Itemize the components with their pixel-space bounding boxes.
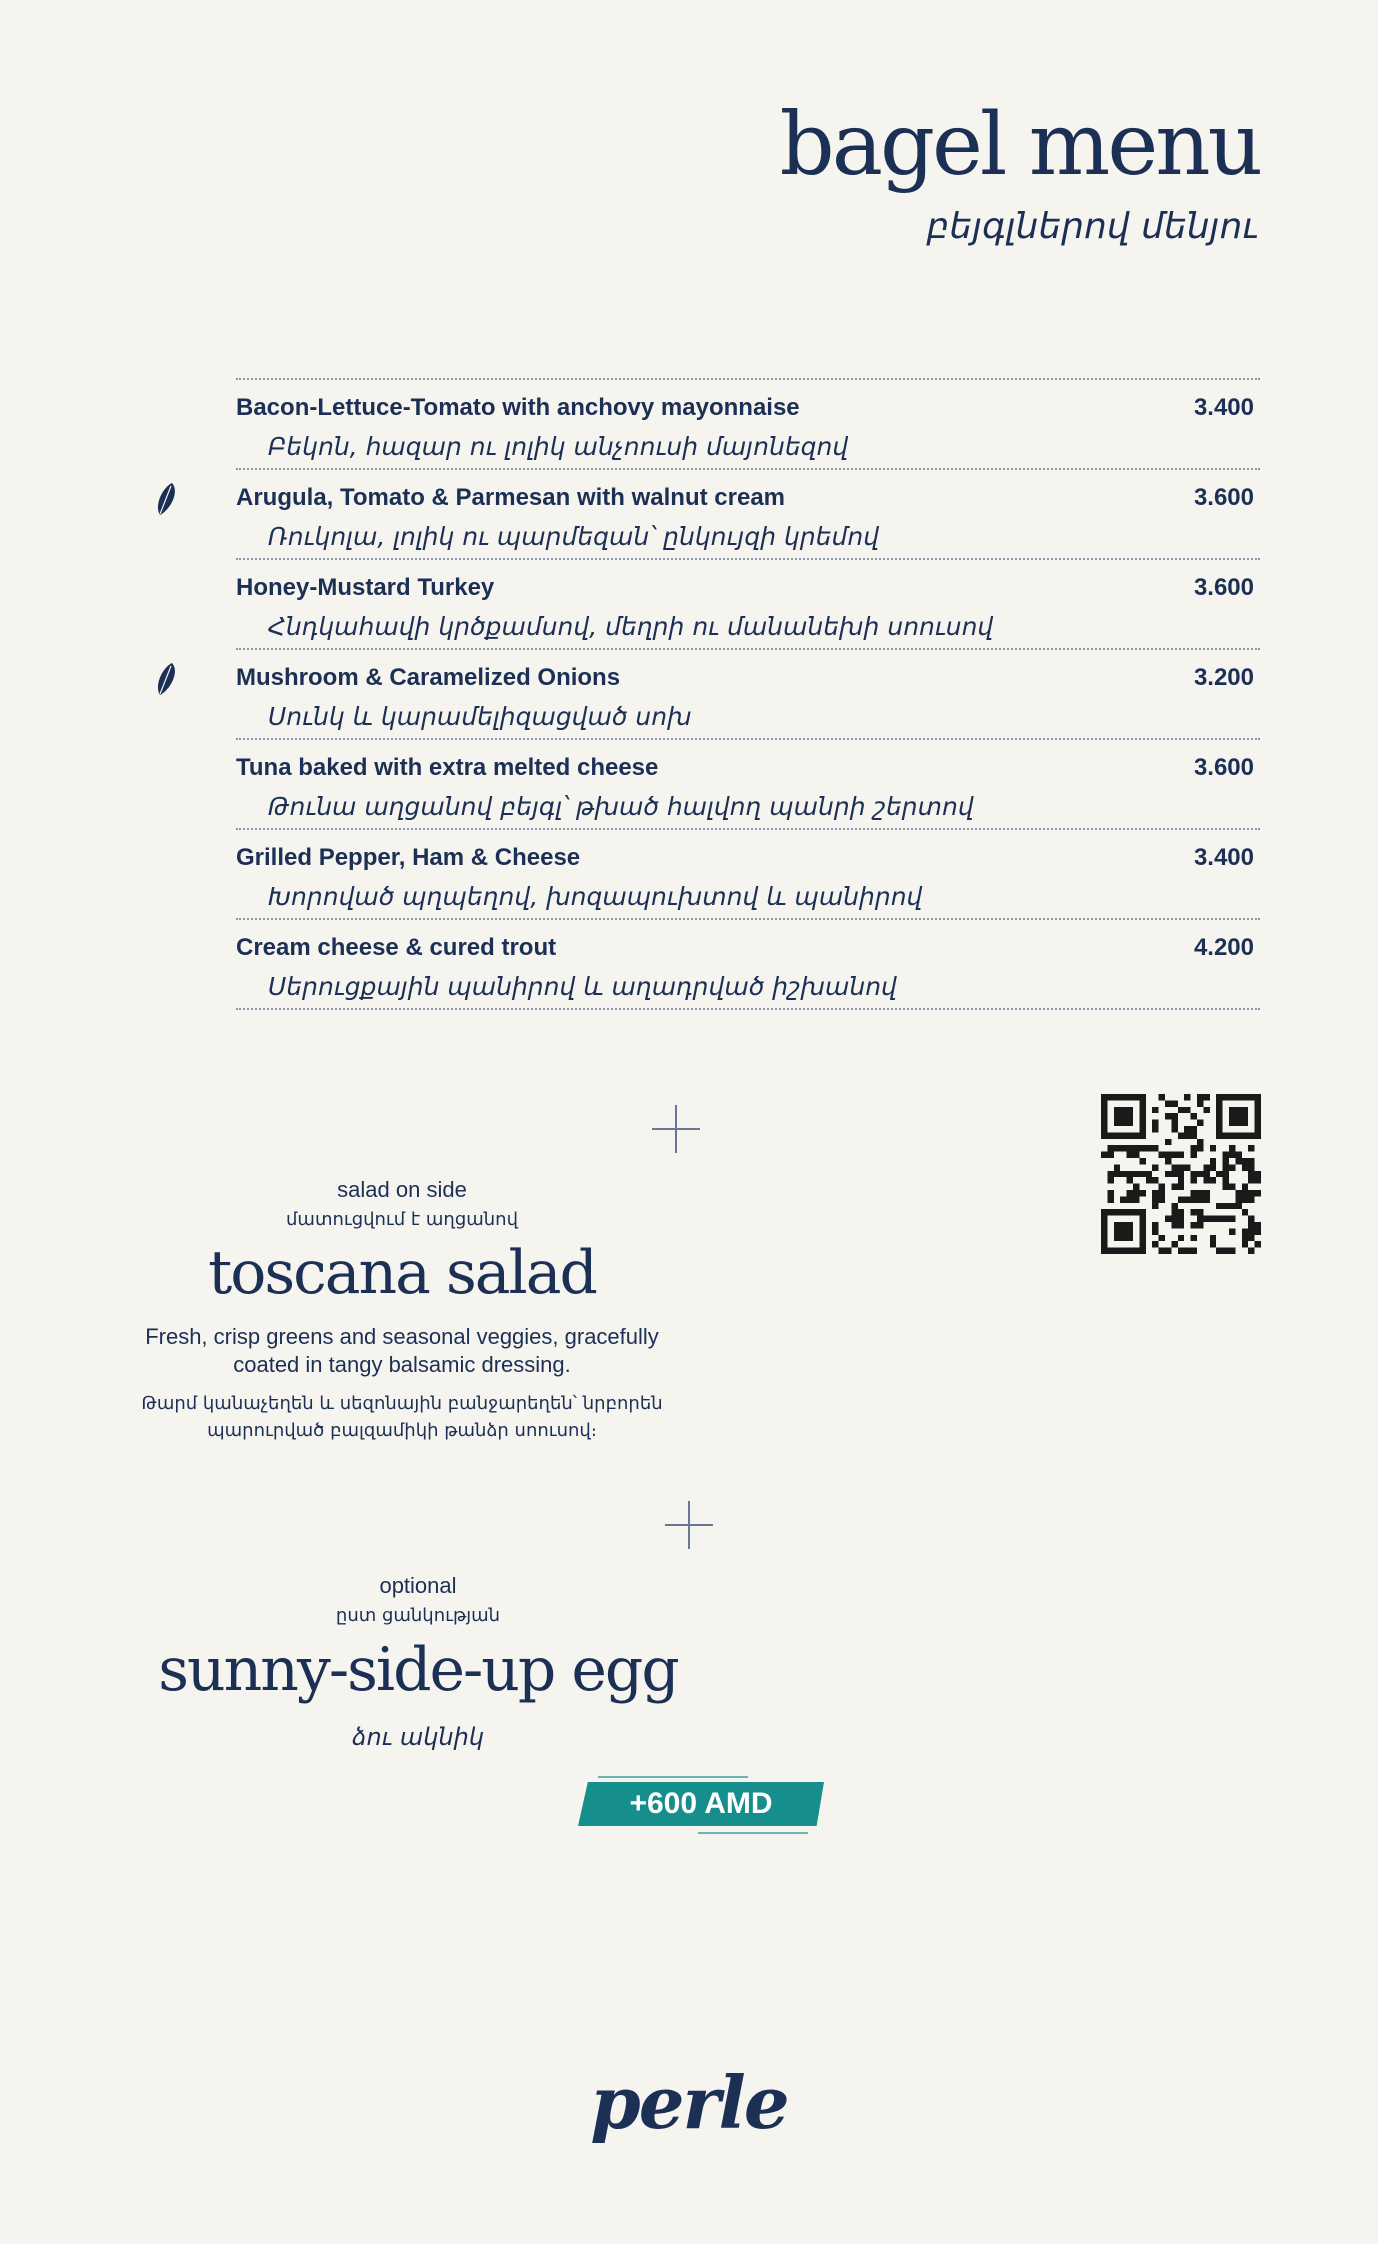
menu-item-name: Grilled Pepper, Ham & Cheese [236, 844, 581, 871]
salad-title: toscana salad [208, 1238, 596, 1308]
menu-item-name: Cream cheese & cured trout [236, 934, 557, 961]
menu-item-name: Bacon-Lettuce-Tomato with anchovy mayonnaise [236, 394, 800, 421]
menu-item-price: 3.400 [1193, 844, 1254, 871]
menu-item-name: Tuna baked with extra melted cheese [236, 754, 659, 781]
menu-item-name: Arugula, Tomato & Parmesan with walnut cream [236, 484, 785, 511]
menu-list [236, 378, 1260, 1010]
menu-item-subname: Հնդկահավի կրծքամսով, մեղրի ու մանանեխի սոուսով [268, 612, 994, 641]
plus-divider-icon [665, 1501, 713, 1549]
salad-description-am-1: Թարմ կանաչեղեն և սեզոնային բանջարեղեն՝ նրբորեն [141, 1393, 663, 1414]
menu-item-subname: Ռուկոլա, լոլիկ ու պարմեզան՝ ընկույզի կրեմով [268, 522, 880, 551]
menu-item [236, 740, 1260, 830]
menu-item [236, 470, 1260, 560]
brand-logo: perle [590, 2060, 788, 2145]
menu-item [236, 650, 1260, 740]
qr-code[interactable] [1101, 1094, 1261, 1254]
menu-item [236, 830, 1260, 920]
menu-item-price: 3.600 [1193, 754, 1254, 781]
menu-item-subname: Խորոված պղպեղով, խոզապուխտով և պանիրով [268, 882, 923, 911]
egg-title-am: ձու ակնիկ [351, 1723, 485, 1751]
menu-item-price: 3.200 [1193, 664, 1254, 691]
menu-item-subname: Սունկ և կարամելիզացված սոխ [268, 702, 692, 731]
egg-label-am: ըստ ցանկության [335, 1605, 501, 1626]
salad-description-2: coated in tangy balsamic dressing. [233, 1352, 571, 1377]
page-subtitle: բեյգլներով մենյու [926, 206, 1258, 247]
menu-item-name: Mushroom & Caramelized Onions [236, 664, 621, 691]
page-title: bagel menu [779, 95, 1260, 195]
menu-item [236, 560, 1260, 650]
egg-label: optional [379, 1573, 457, 1598]
leaf-icon [156, 482, 178, 516]
menu-item-price: 3.600 [1193, 484, 1254, 511]
egg-price: +600 AMD [629, 1787, 773, 1820]
menu-item-name: Honey-Mustard Turkey [236, 574, 495, 601]
menu-item-price: 3.400 [1193, 394, 1254, 421]
menu-item [236, 920, 1260, 1010]
salad-label: salad on side [337, 1177, 467, 1202]
menu-item-subname: Բեկոն, հազար ու լոլիկ անչոուսի մայոնեզով [268, 432, 849, 461]
menu-item [236, 380, 1260, 470]
salad-description-am-2: պարուրված բալզամիկի թանձր սոուսով։ [207, 1420, 597, 1441]
menu-item-subname: Սերուցքային պանիրով և աղադրված իշխանով [268, 972, 897, 1001]
price-badge [578, 1782, 824, 1834]
egg-title: sunny-side-up egg [158, 1635, 678, 1705]
plus-divider-icon [652, 1105, 700, 1153]
menu-item-price: 4.200 [1193, 934, 1254, 961]
leaf-icon [156, 662, 178, 696]
salad-label-am: մատուցվում է աղցանով [286, 1209, 518, 1230]
menu-item-price: 3.600 [1193, 574, 1254, 601]
menu-item-subname: Թունա աղցանով բեյգլ՝ թխած հալվող պանրի շերտով [268, 792, 974, 821]
salad-description-1: Fresh, crisp greens and seasonal veggies, gracefully [145, 1324, 659, 1349]
